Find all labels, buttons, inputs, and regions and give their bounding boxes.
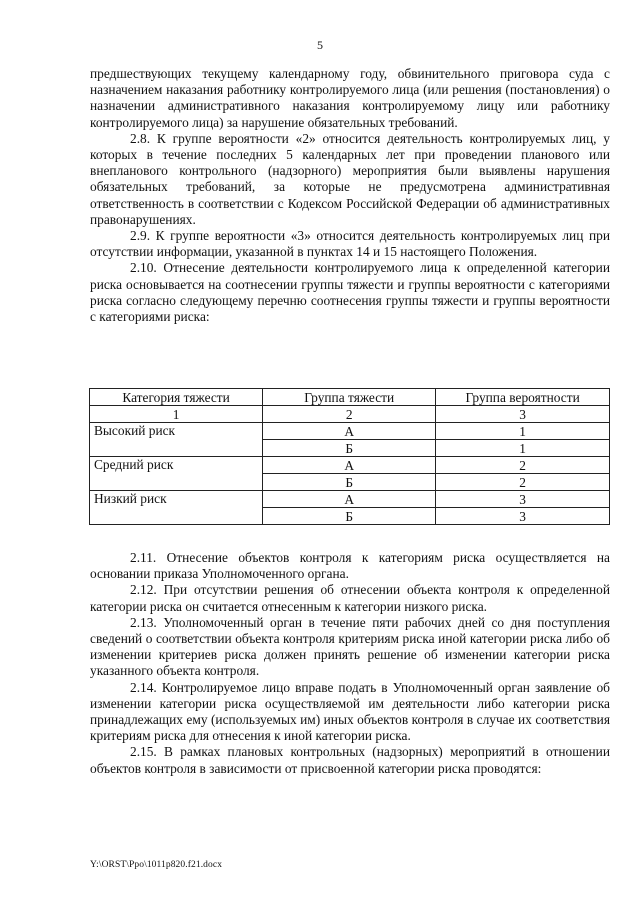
probability-group-cell: 2 — [436, 474, 610, 491]
paragraph: 2.8. К группе вероятности «2» относится деятельность контролируемых лиц, у которых в течение последних 5 календарных лет при проведении планового или внепланового контрольного (надзорного) мероприятия были выявлены нарушения обязательных требований, за которые не предусмотрена административная ответственность в соответствии с Кодексом Российской Федерации об административных правонарушениях. — [90, 130, 610, 227]
severity-group-cell: Б — [263, 508, 436, 525]
paragraph: 2.10. Отнесение деятельности контролируемого лица к определенной категории риска основывается на соотнесении группы тяжести и группы вероятности с категориями риска согласно следующему перечню соотнесения группы тяжести и группы вероятности с категориями риска: — [90, 260, 610, 325]
severity-group-cell: А — [263, 457, 436, 474]
severity-group-cell: А — [263, 491, 436, 508]
index-cell: 2 — [263, 406, 436, 423]
severity-group-cell: А — [263, 423, 436, 440]
paragraph: 2.15. В рамках плановых контрольных (надзорных) мероприятий в отношении объектов контроля в зависимости от присвоенной категории риска проводятся: — [90, 744, 610, 776]
index-cell: 1 — [90, 406, 263, 423]
paragraph: 2.12. При отсутствии решения об отнесении объекта контроля к определенной категории риска он считается отнесенным к категории низкого риска. — [90, 582, 610, 614]
header-severity-category: Категория тяжести — [90, 389, 263, 406]
table-header-row — [90, 389, 610, 406]
header-probability-group: Группа вероятности — [436, 389, 610, 406]
file-path-footer: Y:\ORST\Ppo\1011p820.f21.docx — [90, 860, 223, 870]
probability-group-cell: 1 — [436, 423, 610, 440]
risk-category-cell: Низкий риск — [90, 491, 263, 525]
risk-category-table — [89, 388, 610, 525]
severity-group-cell: Б — [263, 474, 436, 491]
header-severity-group: Группа тяжести — [263, 389, 436, 406]
table-row — [90, 423, 610, 440]
body-text-top — [90, 66, 610, 325]
paragraph: 2.14. Контролируемое лицо вправе подать в Уполномоченный орган заявление об изменении категории риска осуществляемой им деятельности либо категории риска принадлежащих ему (используемых им) иных объектов контроля в случае их соответствия критериям риска для отнесения к иной категории риска. — [90, 679, 610, 744]
risk-category-cell: Высокий риск — [90, 423, 263, 457]
table-row — [90, 491, 610, 508]
paragraph: предшествующих текущему календарному году, обвинительного приговора суда с назначением наказания работнику контролируемого лица (или решения (постановления) о назначении административного наказания контролируемому лицу или работнику контролируемого лица) за нарушение обязательных требований. — [90, 66, 610, 130]
paragraph: 2.9. К группе вероятности «3» относится деятельность контролируемых лиц при отсутствии информации, указанной в пунктах 14 и 15 настоящего Положения. — [90, 228, 610, 260]
paragraph: 2.13. Уполномоченный орган в течение пяти рабочих дней со дня поступления сведений о соответствии объекта контроля критериям риска иной категории риска либо об изменении критериев риска должен принять решение об изменении категории риска указанного объекта контроля. — [90, 614, 610, 679]
index-cell: 3 — [436, 406, 610, 423]
risk-category-cell: Средний риск — [90, 457, 263, 491]
probability-group-cell: 3 — [436, 491, 610, 508]
table-index-row — [90, 406, 610, 423]
probability-group-cell: 3 — [436, 508, 610, 525]
severity-group-cell: Б — [263, 440, 436, 457]
page-number: 5 — [317, 38, 323, 52]
probability-group-cell: 1 — [436, 440, 610, 457]
table-row — [90, 457, 610, 474]
probability-group-cell: 2 — [436, 457, 610, 474]
body-text-bottom — [90, 550, 610, 777]
paragraph: 2.11. Отнесение объектов контроля к категориям риска осуществляется на основании приказа Уполномоченного органа. — [90, 550, 610, 582]
